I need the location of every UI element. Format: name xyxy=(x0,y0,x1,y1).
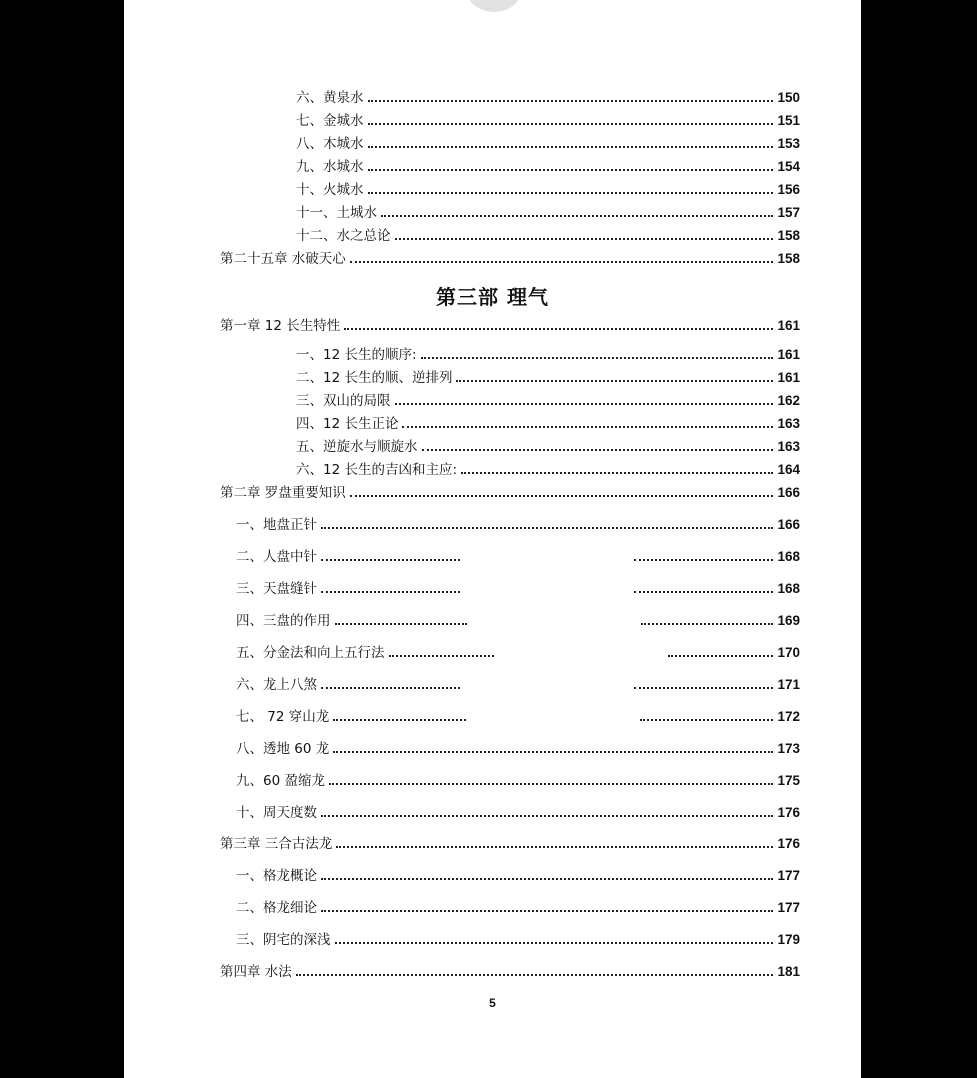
toc-entry-label: 五、分金法和向上五行法 xyxy=(236,645,385,661)
toc-chapter[interactable] xyxy=(220,251,800,267)
toc-entry-page: 162 xyxy=(777,393,800,408)
leader-dots xyxy=(333,719,466,721)
leader-dots xyxy=(402,426,773,428)
toc-chapter[interactable] xyxy=(220,485,800,501)
toc-entry-page: 166 xyxy=(777,517,800,532)
leader-dots xyxy=(350,495,774,497)
toc-entry-page: 168 xyxy=(777,549,800,564)
leader-dots xyxy=(321,815,773,817)
toc-chapter[interactable] xyxy=(220,964,800,980)
toc-entry[interactable] xyxy=(236,932,800,948)
toc-entry-label: 一、地盘正针 xyxy=(236,517,317,533)
toc-entry-page: 172 xyxy=(777,709,801,724)
toc-chapter-page: 166 xyxy=(777,485,800,500)
leader-dots xyxy=(321,687,460,689)
leader-dots xyxy=(641,623,773,625)
leader-dots xyxy=(321,591,460,593)
leader-dots xyxy=(368,100,774,102)
toc-entry[interactable] xyxy=(236,645,800,661)
toc-entry-label: 一、12 长生的顺序: xyxy=(296,347,417,363)
toc-entry-page: 177 xyxy=(777,868,800,883)
toc-chapter-page: 158 xyxy=(777,251,800,266)
toc-entry-page: 177 xyxy=(777,900,800,915)
toc-entry[interactable] xyxy=(296,393,800,409)
leader-dots xyxy=(368,192,774,194)
toc-entry-page: 171 xyxy=(777,677,800,692)
toc-entry-label: 九、水城水 xyxy=(296,159,364,175)
toc-entry-label: 十、火城水 xyxy=(296,182,364,198)
toc-chapter[interactable] xyxy=(220,318,800,334)
toc-entry[interactable] xyxy=(296,439,800,455)
leader-dots xyxy=(640,719,773,721)
toc-entry-page: 161 xyxy=(777,370,800,385)
leader-dots xyxy=(335,942,774,944)
leader-dots xyxy=(634,687,773,689)
part-title: 第三部 理气 xyxy=(436,285,549,309)
toc-chapter-label: 第一章 12 长生特性 xyxy=(220,318,341,334)
leader-dots xyxy=(422,449,774,451)
page-number: 5 xyxy=(489,996,496,1010)
toc-entry-label: 七、金城水 xyxy=(296,113,364,129)
toc-entry-label: 二、人盘中针 xyxy=(236,549,317,565)
toc-entry-page: 169 xyxy=(777,613,800,628)
leader-dots xyxy=(634,591,773,593)
toc-entry-label: 九、60 盈缩龙 xyxy=(236,773,325,789)
leader-dots xyxy=(321,559,460,561)
toc-entry-page: 157 xyxy=(777,205,800,220)
toc-entry-label: 十一、土城水 xyxy=(296,205,377,221)
leader-dots xyxy=(395,403,774,405)
toc-entry-label: 四、三盘的作用 xyxy=(236,613,331,629)
toc-entry[interactable] xyxy=(236,517,800,533)
leader-dots xyxy=(350,261,774,263)
toc-entry-label: 二、12 长生的顺、逆排列 xyxy=(296,370,453,386)
toc-entry[interactable] xyxy=(236,549,800,565)
toc-entry-page: 163 xyxy=(777,416,800,431)
toc-entry[interactable] xyxy=(236,805,800,821)
toc-chapter-page: 161 xyxy=(777,318,800,333)
toc-entry-label: 六、龙上八煞 xyxy=(236,677,317,693)
toc-entry[interactable] xyxy=(236,900,800,916)
leader-dots xyxy=(321,878,773,880)
toc-entry[interactable] xyxy=(296,182,800,198)
toc-chapter-page: 181 xyxy=(777,964,800,979)
leader-dots xyxy=(321,527,773,529)
toc-entry-page: 158 xyxy=(777,228,800,243)
document-page xyxy=(124,0,861,1078)
leader-dots xyxy=(395,238,774,240)
toc-chapter-label: 第二章 罗盘重要知识 xyxy=(220,485,346,501)
toc-entry-label: 一、格龙概论 xyxy=(236,868,317,884)
toc-entry-label: 四、12 长生正论 xyxy=(296,416,399,432)
toc-entry-label: 十二、水之总论 xyxy=(296,228,391,244)
leader-dots xyxy=(321,910,773,912)
leader-dots xyxy=(333,751,773,753)
leader-dots xyxy=(336,846,773,848)
toc-entry[interactable] xyxy=(296,136,800,152)
toc-entry[interactable] xyxy=(236,581,800,597)
toc-entry-page: 173 xyxy=(777,741,800,756)
toc-entry[interactable] xyxy=(296,90,800,106)
toc-entry-label: 三、双山的局限 xyxy=(296,393,391,409)
leader-dots xyxy=(634,559,773,561)
toc-entry[interactable] xyxy=(296,228,800,244)
toc-entry-page: 151 xyxy=(777,113,800,128)
leader-dots xyxy=(368,146,774,148)
leader-dots xyxy=(668,655,773,657)
toc-entry-label: 八、透地 60 龙 xyxy=(236,741,330,757)
toc-entry-page: 164 xyxy=(777,462,800,477)
toc-entry[interactable] xyxy=(236,741,800,757)
toc-entry-label: 七、 72 穿山龙 xyxy=(236,709,330,725)
leader-dots xyxy=(381,215,773,217)
toc-entry-page: 168 xyxy=(777,581,800,596)
toc-chapter-label: 第二十五章 水破天心 xyxy=(220,251,346,267)
toc-entry-page: 163 xyxy=(777,439,800,454)
toc-entry-label: 六、12 长生的吉凶和主应: xyxy=(296,462,458,478)
toc-entry-page: 156 xyxy=(777,182,800,197)
toc-entry-label: 二、格龙细论 xyxy=(236,900,317,916)
toc-entry-page: 154 xyxy=(777,159,800,174)
toc-entry[interactable] xyxy=(236,613,800,629)
toc-entry-label: 三、阴宅的深浅 xyxy=(236,932,331,948)
toc-chapter-label: 第三章 三合古法龙 xyxy=(220,836,333,852)
leader-dots xyxy=(344,328,773,330)
toc-entry-label: 五、逆旋水与顺旋水 xyxy=(296,439,418,455)
leader-dots xyxy=(296,974,774,976)
toc-entry-page: 153 xyxy=(777,136,800,151)
toc-entry[interactable] xyxy=(236,868,800,884)
leader-dots xyxy=(456,380,773,382)
toc-entry-page: 176 xyxy=(777,805,800,820)
toc-chapter-label: 第四章 水法 xyxy=(220,964,292,980)
toc-entry-page: 161 xyxy=(777,347,800,362)
scan-artifact xyxy=(468,0,520,12)
toc-entry[interactable] xyxy=(296,370,800,386)
toc-entry-page: 175 xyxy=(777,773,800,788)
toc-entry-label: 八、木城水 xyxy=(296,136,364,152)
leader-dots xyxy=(368,123,774,125)
toc-entry[interactable] xyxy=(296,462,800,478)
toc-entry[interactable] xyxy=(236,677,800,693)
leader-dots xyxy=(335,623,467,625)
leader-dots xyxy=(421,357,774,359)
leader-dots xyxy=(461,472,773,474)
toc-entry-page: 150 xyxy=(777,90,800,105)
toc-entry[interactable] xyxy=(296,113,800,129)
toc-entry-label: 六、黄泉水 xyxy=(296,90,364,106)
toc-entry[interactable] xyxy=(296,159,800,175)
leader-dots xyxy=(368,169,774,171)
toc-entry[interactable] xyxy=(296,347,800,363)
leader-dots xyxy=(329,783,773,785)
toc-entry-label: 三、天盘缝针 xyxy=(236,581,317,597)
toc-entry[interactable] xyxy=(296,205,800,221)
toc-entry[interactable] xyxy=(296,416,800,432)
toc-entry[interactable] xyxy=(236,709,800,725)
toc-entry-page: 179 xyxy=(777,932,800,947)
toc-entry[interactable] xyxy=(236,773,800,789)
toc-entry-label: 十、周天度数 xyxy=(236,805,317,821)
leader-dots xyxy=(389,655,494,657)
toc-chapter-page: 176 xyxy=(777,836,800,851)
toc-chapter[interactable] xyxy=(220,836,800,852)
toc-entry-page: 170 xyxy=(777,645,800,660)
